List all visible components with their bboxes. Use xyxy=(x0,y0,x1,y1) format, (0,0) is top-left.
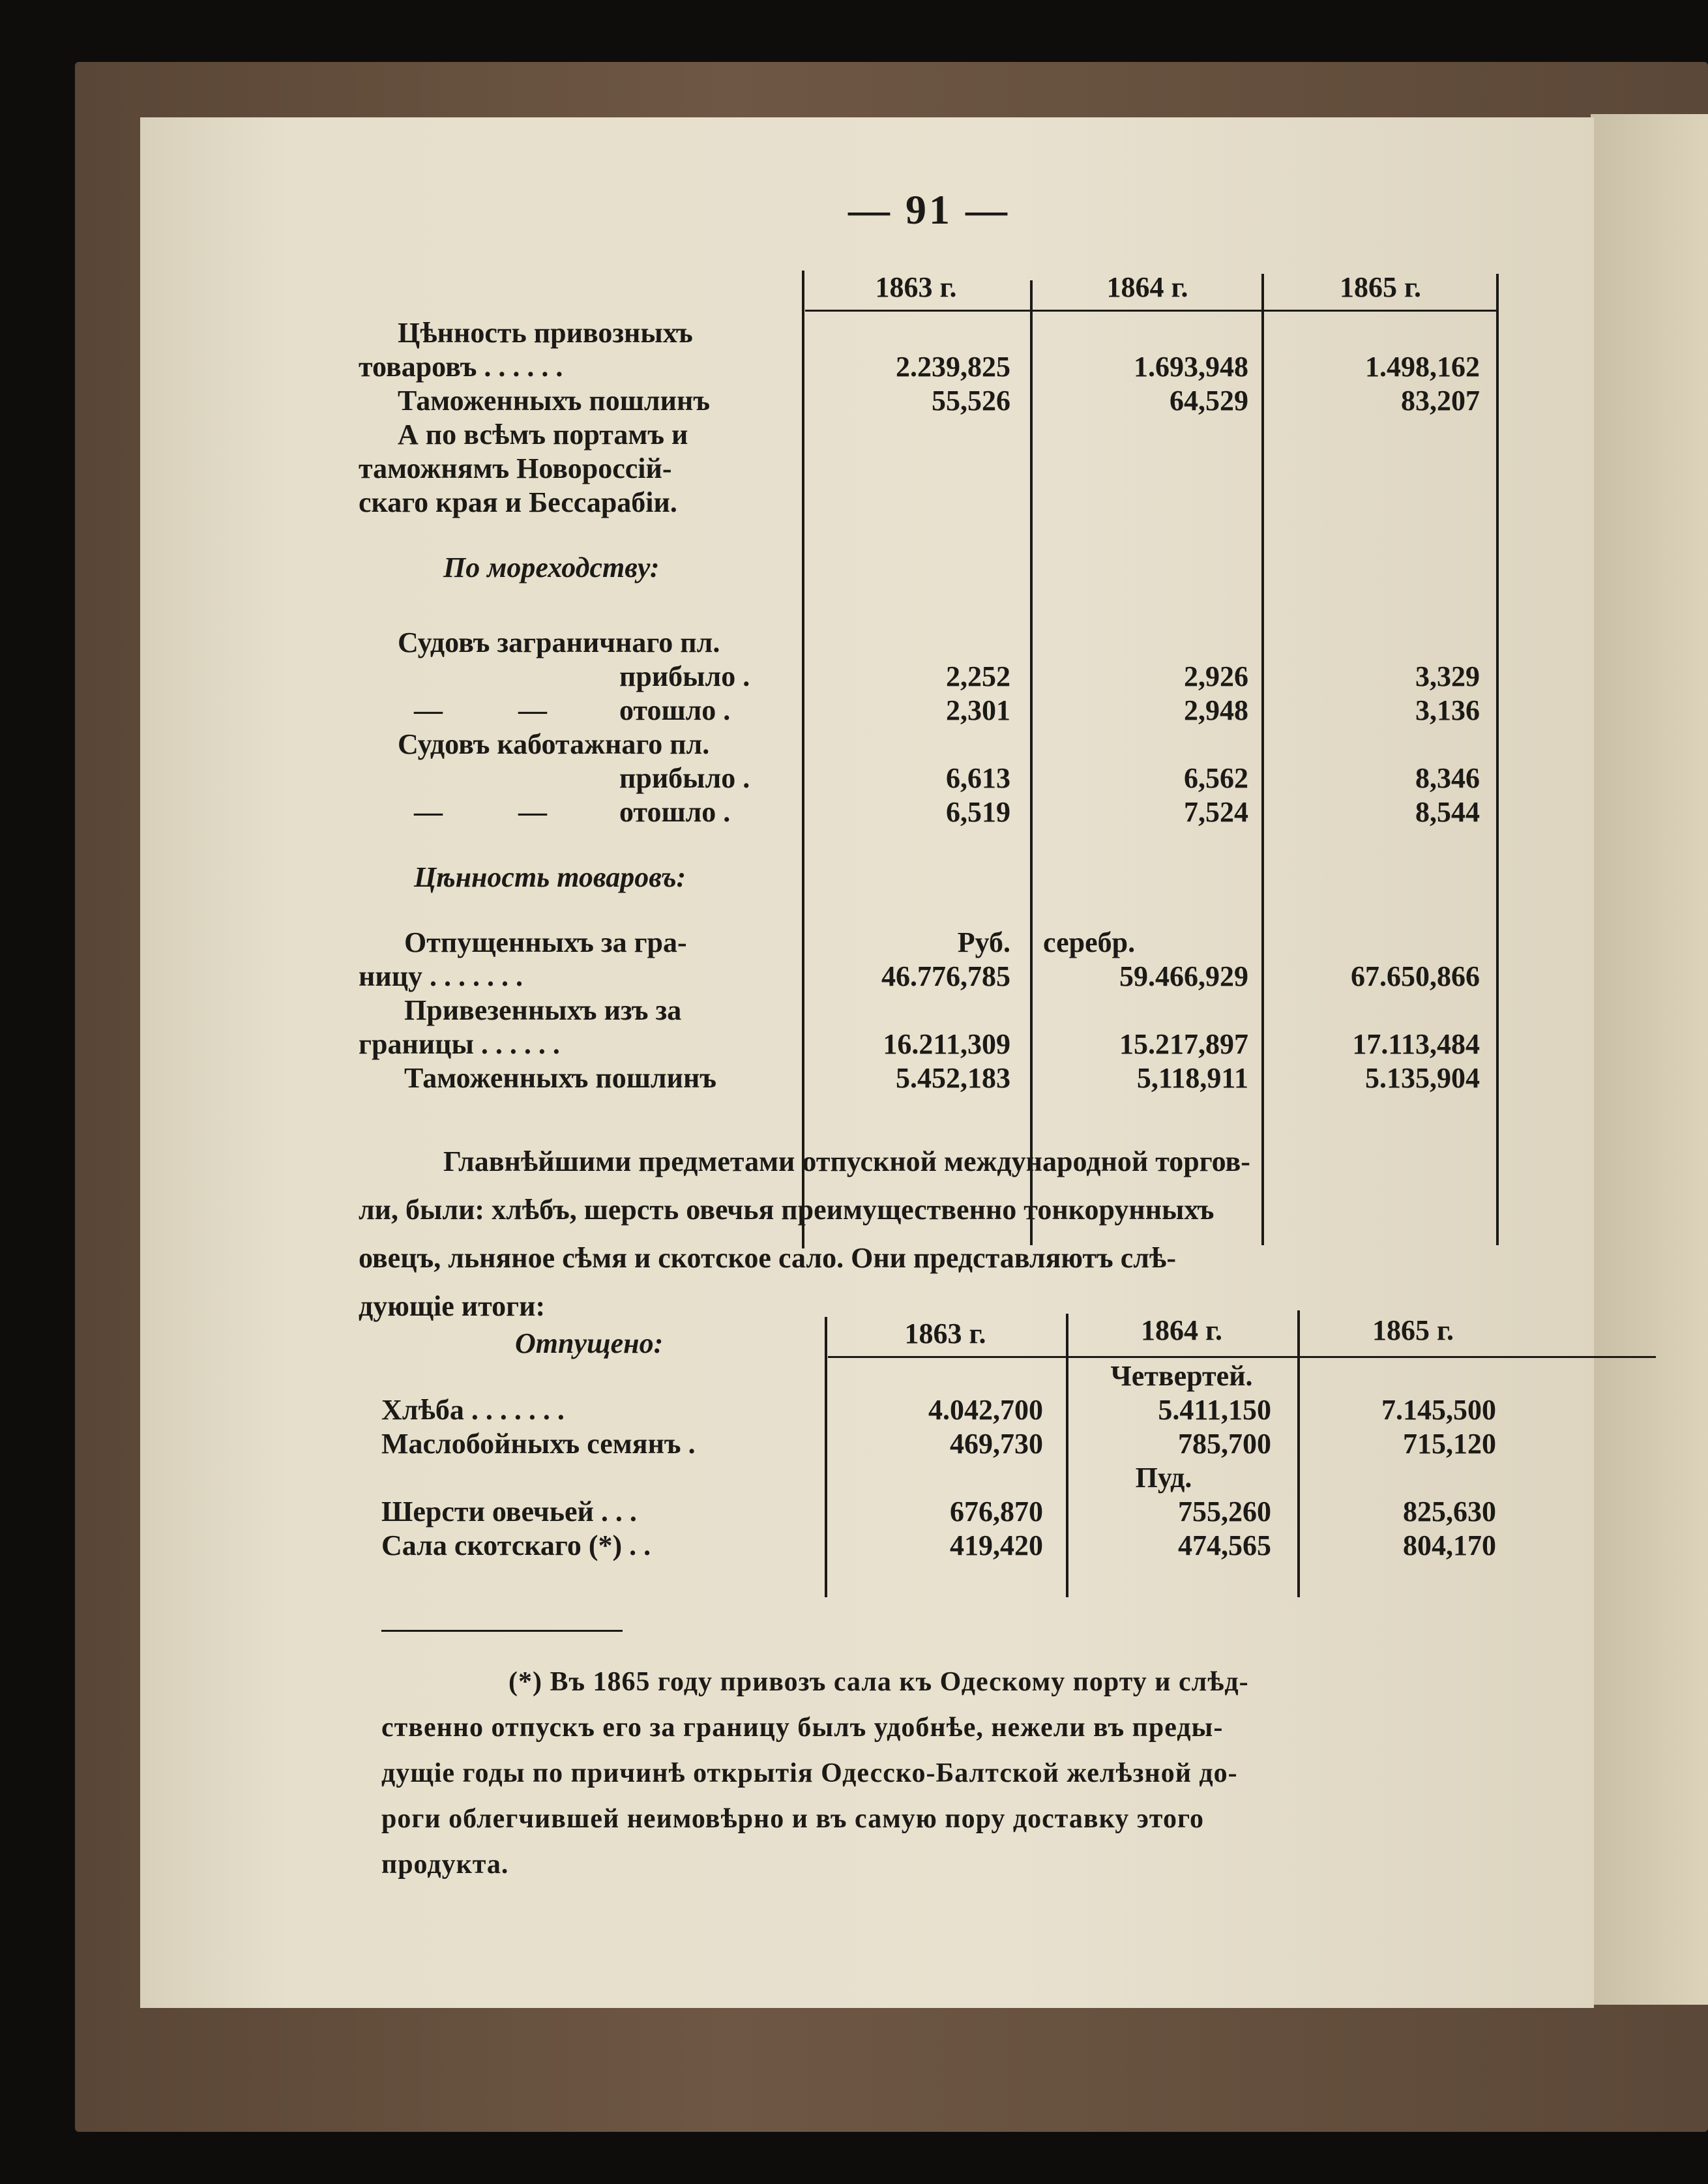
row-label: границы . . . . . . xyxy=(359,1028,560,1060)
paragraph-line: дующіе итоги: xyxy=(359,1290,546,1322)
row-label: таможнямъ Новороссій- xyxy=(359,452,672,484)
section-heading: По мореходству: xyxy=(443,552,660,583)
cell-value: 7,524 xyxy=(1184,796,1248,828)
paragraph-line: овецъ, льняное сѣмя и скотское сало. Они представляютъ слѣ- xyxy=(359,1242,1176,1274)
row-label: скаго края и Бессарабіи. xyxy=(359,486,677,518)
paragraph-line: Главнѣйшими предметами отпускной международной торгов- xyxy=(443,1145,1250,1177)
row-label: прибыло . xyxy=(619,660,750,692)
cell-value: 6,519 xyxy=(946,796,1010,828)
cell-value: 46.776,785 xyxy=(881,960,1010,992)
cell-value: 7.145,500 xyxy=(1381,1394,1496,1426)
cell-value: 6,562 xyxy=(1184,762,1248,794)
cell-value: 3,329 xyxy=(1415,660,1480,692)
cell-value: 67.650,866 xyxy=(1351,960,1480,992)
table1-rule xyxy=(1261,274,1264,1245)
row-label: прибыло . xyxy=(619,762,750,794)
cell-value: 8,346 xyxy=(1415,762,1480,794)
cell-value: 1.693,948 xyxy=(1134,351,1248,383)
cell-value: 16.211,309 xyxy=(883,1028,1010,1060)
cell-value: 55,526 xyxy=(932,385,1010,417)
table2-rule xyxy=(825,1317,827,1597)
row-label: Цѣнность привозныхъ xyxy=(398,317,693,349)
cell-value: 2,252 xyxy=(946,660,1010,692)
row-label: Хлѣба . . . . . . . xyxy=(381,1394,565,1426)
row-label: Сала скотскаго (*) . . xyxy=(381,1529,651,1561)
table2-header-rule xyxy=(828,1356,1656,1358)
row-label: Привезенныхъ изъ за xyxy=(404,994,682,1026)
cell-value: 755,260 xyxy=(1178,1496,1271,1527)
footnote-line: ственно отпускъ его за границу былъ удобнѣе, нежели въ преды- xyxy=(381,1713,1224,1743)
cell-value: 64,529 xyxy=(1170,385,1248,417)
row-label-dash: — xyxy=(414,796,443,828)
row-label: А по всѣмъ портамъ и xyxy=(398,419,688,450)
cell-value: 4.042,700 xyxy=(928,1394,1043,1426)
table1-year-1865: 1865 г. xyxy=(1339,271,1422,303)
row-label-dash: — xyxy=(518,694,547,726)
table2-heading: Отпущено: xyxy=(515,1327,664,1359)
row-label-dash: — xyxy=(414,694,443,726)
table1-rule xyxy=(1030,280,1033,1245)
row-label: Маслобойныхъ семянъ . xyxy=(381,1428,696,1460)
cell-value: 785,700 xyxy=(1178,1428,1271,1460)
table1-rule xyxy=(1496,274,1499,1245)
row-label-dash: — xyxy=(518,796,547,828)
table1-year-1864: 1864 г. xyxy=(1106,271,1188,303)
row-label: Судовъ заграничнаго пл. xyxy=(398,627,720,658)
unit-label: Четвертей. xyxy=(1110,1360,1253,1392)
table2-year-1865: 1865 г. xyxy=(1372,1314,1454,1346)
cell-value: 3,136 xyxy=(1415,694,1480,726)
cell-value: 83,207 xyxy=(1401,385,1480,417)
row-label: товаровъ . . . . . . xyxy=(359,351,563,383)
cell-value: 59.466,929 xyxy=(1119,960,1248,992)
cell-value: 804,170 xyxy=(1403,1529,1496,1561)
table1-header-rule xyxy=(805,310,1496,312)
row-label: Шерсти овечьей . . . xyxy=(381,1496,637,1527)
cell-value: 8,544 xyxy=(1415,796,1480,828)
row-label: Судовъ каботажнаго пл. xyxy=(398,728,710,760)
cell-value: 5.411,150 xyxy=(1158,1394,1271,1426)
book-page xyxy=(140,117,1594,2008)
cell-value: 6,613 xyxy=(946,762,1010,794)
cell-value: 1.498,162 xyxy=(1365,351,1480,383)
cell-value: 15.217,897 xyxy=(1119,1028,1248,1060)
row-label: Таможенныхъ пошлинъ xyxy=(398,385,710,417)
row-label: ницу . . . . . . . xyxy=(359,960,523,992)
cell-value: 2.239,825 xyxy=(896,351,1010,383)
cell-value: 676,870 xyxy=(950,1496,1043,1527)
page-number: — 91 — xyxy=(848,186,1010,233)
cell-value: 715,120 xyxy=(1403,1428,1496,1460)
cell-value: 17.113,484 xyxy=(1352,1028,1480,1060)
cell-value: 5.452,183 xyxy=(896,1062,1010,1094)
footnote-rule xyxy=(381,1630,623,1632)
section-heading: Цѣнность товаровъ: xyxy=(414,861,686,893)
row-label: отошло . xyxy=(619,694,731,726)
table2-rule xyxy=(1297,1310,1300,1597)
row-label: отошло . xyxy=(619,796,731,828)
table1-rule xyxy=(802,271,804,1248)
cell-value: 419,420 xyxy=(950,1529,1043,1561)
unit-label: серебр. xyxy=(1043,926,1136,958)
cell-value: 474,565 xyxy=(1178,1529,1271,1561)
cell-value: 2,948 xyxy=(1184,694,1248,726)
unit-label: Пуд. xyxy=(1135,1462,1192,1494)
row-label: Отпущенныхъ за гра- xyxy=(404,926,687,958)
paragraph-line: ли, были: хлѣбъ, шерсть овечья преимущественно тонкорунныхъ xyxy=(359,1194,1215,1226)
row-label: Таможенныхъ пошлинъ xyxy=(404,1062,716,1094)
table1-year-1863: 1863 г. xyxy=(875,271,957,303)
footnote-line: (*) Въ 1865 году привозъ сала къ Одескому порту и слѣд- xyxy=(508,1667,1249,1697)
cell-value: 5.135,904 xyxy=(1365,1062,1480,1094)
table2-year-1864: 1864 г. xyxy=(1140,1314,1223,1346)
footnote-line: продукта. xyxy=(381,1850,509,1880)
footnote-line: дущіе годы по причинѣ открытія Одесско-Балтской желѣзной до- xyxy=(381,1758,1238,1788)
footnote-line: роги облегчившей неимовѣрно и въ самую пору доставку этого xyxy=(381,1804,1204,1834)
cell-value: 825,630 xyxy=(1403,1496,1496,1527)
cell-value: 5,118,911 xyxy=(1136,1062,1248,1094)
table2-year-1863: 1863 г. xyxy=(904,1318,986,1350)
cell-value: 469,730 xyxy=(950,1428,1043,1460)
cell-value: 2,926 xyxy=(1184,660,1248,692)
unit-label: Руб. xyxy=(957,926,1010,958)
cell-value: 2,301 xyxy=(946,694,1010,726)
